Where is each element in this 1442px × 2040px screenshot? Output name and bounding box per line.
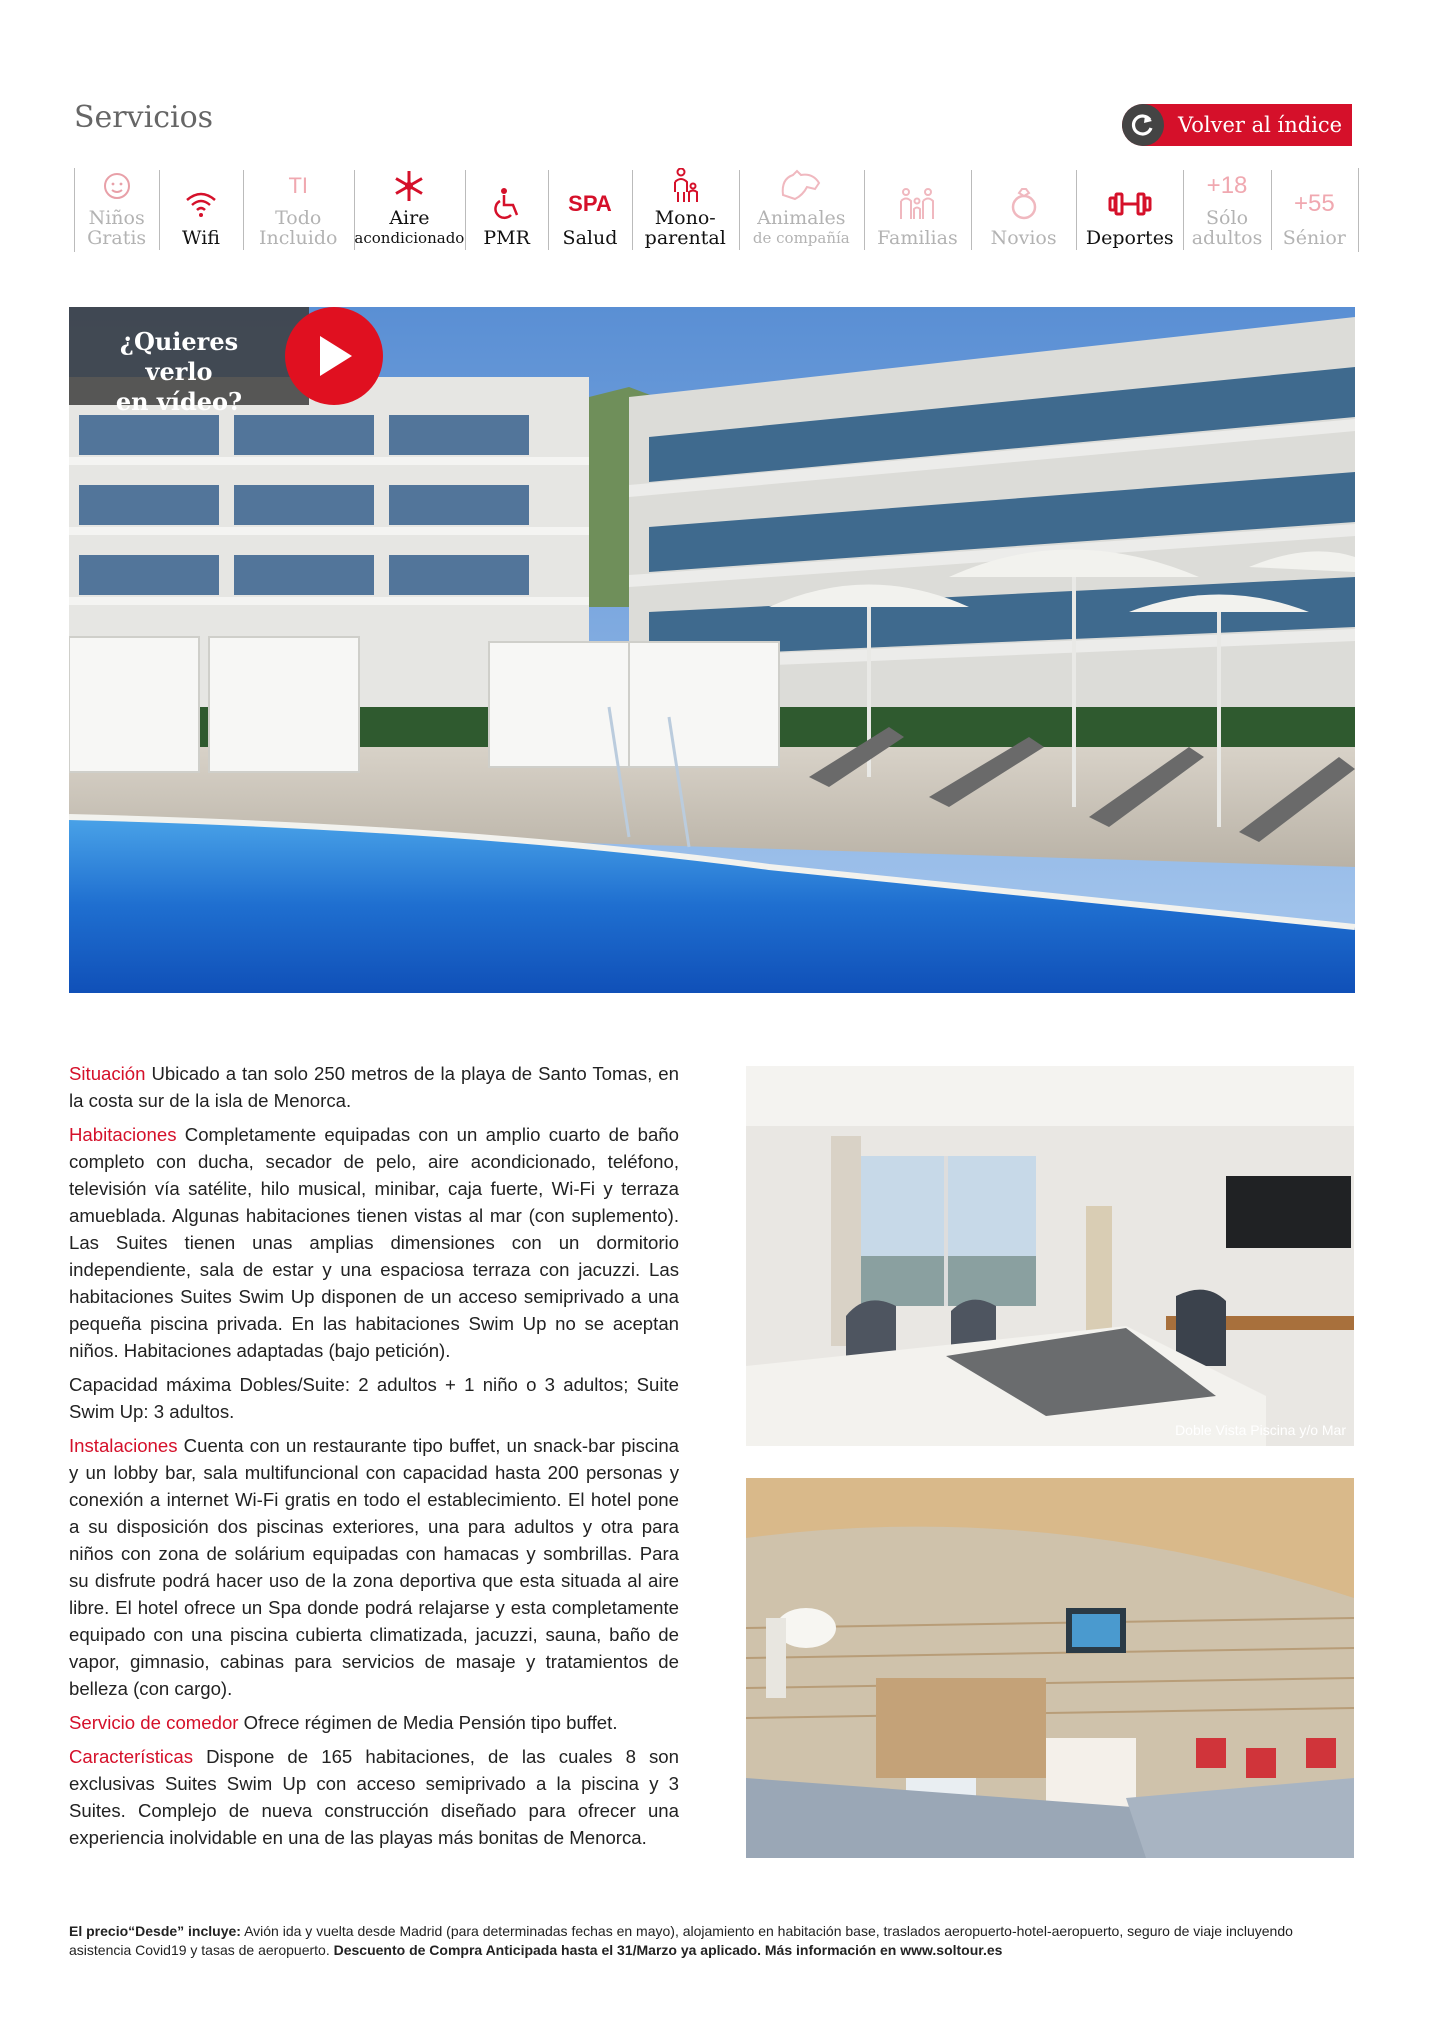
room-photo-caption: Doble Vista Piscina y/o Mar — [1175, 1422, 1346, 1438]
footnote-text: Avión ida y vuelta desde Madrid (para determinadas fechas en mayo), alojamiento en habitación base, traslados aeropuerto-hotel-aeropuerto, seguro de viaje incluyendo asistencia Covid19 y tasas de aeropuerto. — [69, 1923, 1293, 1958]
hotel-pool-photo — [69, 307, 1355, 993]
service-animales: Animales de compañía — [739, 166, 864, 254]
section-caracteristicas: Características Dispone de 165 habitaciones, de las cuales 8 son exclusivas Suites Swim Up con acceso semiprivado a la piscina y 3 Suites. Complejo de nueva construcción diseñado para ofrecer una experiencia inolvidable en una de las playas más bonitas de Menorca. — [69, 1746, 679, 1848]
video-cta-line1: ¿Quieres verlo — [119, 327, 239, 386]
service-solo-adultos: +18 Sólo adultos — [1183, 166, 1270, 254]
plus18-icon: +18 — [1206, 172, 1248, 199]
back-to-index-label: Volver al índice — [1178, 113, 1343, 137]
child-face-icon — [102, 166, 132, 206]
service-monoparental: Mono- parental — [632, 166, 739, 254]
service-deportes: Deportes — [1076, 166, 1183, 254]
service-aire: Aire acondicionado — [354, 166, 465, 254]
service-familias: Familias — [864, 166, 971, 254]
service-wifi: Wifi — [159, 166, 242, 254]
service-salud: SPA Salud — [548, 166, 631, 254]
page-title: Servicios — [74, 100, 214, 135]
back-to-index-button[interactable] — [1122, 104, 1352, 146]
video-cta-box[interactable] — [69, 307, 309, 416]
refresh-icon — [1122, 104, 1164, 146]
dumbbell-icon — [1107, 182, 1153, 226]
services-bar — [74, 166, 1358, 254]
section-comedor: Servicio de comedor Ofrece régimen de Media Pensión tipo buffet. — [69, 1712, 618, 1733]
wheelchair-icon — [491, 182, 523, 226]
footnote-bold: Descuento de Compra Anticipada hasta el 31/Marzo ya aplicado. Más información en www.soltour.es — [333, 1942, 1003, 1958]
spa-icon: SPA — [568, 191, 612, 216]
ring-icon — [1009, 182, 1039, 226]
play-button[interactable] — [285, 307, 383, 405]
section-habitaciones: Habitaciones Completamente equipadas con un amplio cuarto de baño completo con ducha, secador de pelo, aire acondicionado, teléfono, televisión vía satélite, hilo musical, minibar, caja fuerte, Wi-Fi y terraza amueblada. Algunas habitaciones tienen vistas al mar (con suplemento). Las Suites tienen unas amplias dimensiones con un dormitorio independiente, sala de estar y una espaciosa terraza con jacuzzi. Las habitaciones Suites Swim Up disponen de un acceso semiprivado a una pequeña piscina privada. En las habitaciones Swim Up no se aceptan niños. Habitaciones adaptadas (bajo petición). — [69, 1124, 679, 1361]
section-instalaciones: Instalaciones Cuenta con un restaurante tipo buffet, un snack-bar piscina y un lobby bar, sala multifuncional con capacidad hasta 200 personas y conexión a internet Wi-Fi gratis en todo el establecimiento. El hotel pone a su disposición dos piscinas exteriores, una para adultos y otra para niños con zona de solárium equipadas con hamacas y sombrillas. Para su disfrute podrá hacer uso de la zona deportiva que esta situada al aire libre. El hotel ofrece un Spa donde podrá relajarse y esta completamente equipado con una piscina cubierta climatizada, jacuzzi, sauna, baño de vapor, gimnasio, cabinas para servicios de masaje y tratamientos de belleza (con cargo). — [69, 1435, 679, 1699]
service-senior: +55 Sénior — [1271, 166, 1358, 254]
wifi-icon — [184, 182, 218, 226]
service-novios: Novios — [971, 166, 1076, 254]
play-icon — [314, 334, 354, 378]
section-capacidad: Capacidad máxima Dobles/Suite: 2 adultos + 1 niño o 3 adultos; Suite Swim Up: 3 adultos. — [69, 1374, 679, 1422]
parent-child-icon — [670, 166, 700, 206]
price-footnote — [69, 1922, 1359, 1960]
room-photo — [746, 1066, 1354, 1446]
service-ninos: Niños Gratis — [74, 166, 159, 254]
section-situacion: Situación Ubicado a tan solo 250 metros de la playa de Santo Tomas, en la costa sur de la isla de Menorca. — [69, 1063, 679, 1111]
dog-icon — [779, 166, 823, 206]
video-cta-line2: en vídeo? — [115, 387, 243, 416]
family-icon — [897, 182, 937, 226]
footnote-label: El precio“Desde” incluye: — [69, 1923, 241, 1939]
snowflake-icon — [392, 166, 426, 206]
service-pmr: PMR — [465, 166, 548, 254]
service-todo-incluido: TI Todo Incluido — [243, 166, 354, 254]
plus55-icon: +55 — [1293, 190, 1335, 217]
lounge-photo — [746, 1478, 1354, 1858]
ti-icon: TI — [288, 173, 309, 198]
description — [69, 1060, 679, 1858]
